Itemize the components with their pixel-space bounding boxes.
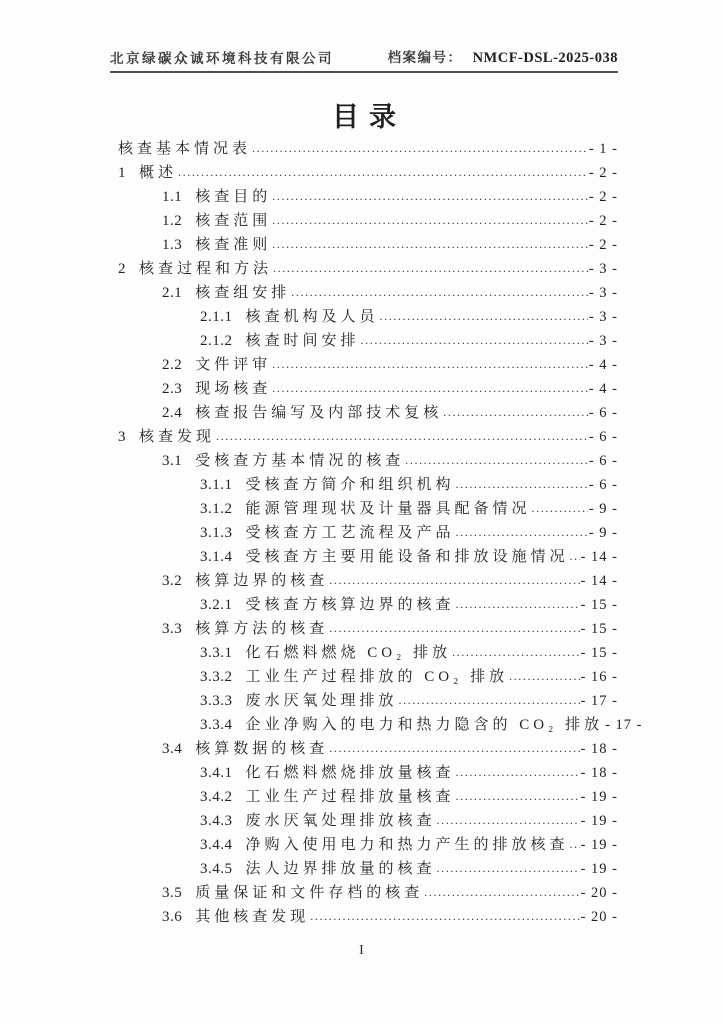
toc-entry-label: 文件评审 [195,357,272,373]
page-header [110,46,618,73]
toc-page-number: - 3 - [588,261,618,277]
toc-leader-dots [456,592,580,616]
toc-leader-dots [216,424,588,448]
toc-entry-label: 核查准则 [195,237,272,253]
toc-page-number: - 2 - [588,189,618,205]
toc-page-number: - 3 - [588,309,618,325]
toc-leader-dots [310,904,579,928]
toc-leader-dots [272,184,588,208]
toc-entry-number: 3.2.1 [200,597,233,613]
toc-entry-number: 3.1.2 [200,501,233,517]
toc-row [110,473,618,497]
toc-entry-label: 化石燃料燃烧排放量核查 [245,765,455,781]
toc-entry-number: 3.4.1 [200,765,233,781]
toc-row [110,545,618,569]
toc-row [110,593,618,617]
toc-page-number: - 2 - [588,237,618,253]
toc-entry-label: 工业生产过程排放的 CO₂ 排放 [245,669,509,685]
toc-entry-label: 核查目的 [195,189,272,205]
toc-entry-number: 3 [118,429,126,445]
toc-leader-dots [570,832,580,856]
archive-number-value: NMCF-DSL-2025-038 [472,50,618,66]
toc-entry-label: 概述 [139,165,178,181]
toc-page-number: - 19 - [580,837,618,853]
toc-entry-number: 1.3 [162,237,183,253]
toc-page-number: - 6 - [588,477,618,493]
toc-page-number: - 1 - [588,141,618,157]
toc-entry-number: 3.3.3 [200,693,233,709]
toc-leader-dots [361,328,588,352]
toc-entry-number: 2.1 [162,285,183,301]
toc-leader-dots [272,376,588,400]
toc-entry-number: 3.6 [162,909,183,925]
toc-entry-number: 1.2 [162,213,183,229]
toc-page-number: - 2 - [588,213,618,229]
toc-leader-dots [456,472,588,496]
toc-entry-label: 受核查方工艺流程及产品 [245,525,455,541]
toc-entry-label: 核算边界的核查 [195,573,329,589]
toc-page-number: - 4 - [588,357,618,373]
toc-row [110,329,618,353]
toc-page-number: - 17 - [580,693,618,709]
toc-page-number: - 16 - [580,669,618,685]
toc-row [110,785,618,809]
toc-leader-dots [405,448,588,472]
toc-entry-number: 2.4 [162,405,183,421]
toc-entry-number: 2.1.1 [200,309,233,325]
toc-entry-number: 1.1 [162,189,183,205]
toc-page-number: - 20 - [580,909,618,925]
toc-page-number: - 19 - [580,789,618,805]
toc-entry-label: 核查范围 [195,213,272,229]
toc-row [110,257,618,281]
toc-page-number: - 9 - [588,501,618,517]
toc-entry-number: 3.4.2 [200,789,233,805]
toc-row [110,833,618,857]
toc-row [110,809,618,833]
toc-entry-label: 现场核查 [195,381,272,397]
toc-leader-dots [443,400,588,424]
toc-page-number: - 19 - [580,813,618,829]
toc-entry-number: 3.4.5 [200,861,233,877]
toc-page-number: - 18 - [580,741,618,757]
toc-leader-dots [291,280,588,304]
toc-leader-dots [452,640,580,664]
toc-entry-number: 2 [118,261,126,277]
toc-entry-number: 3.1.4 [200,549,233,565]
toc-entry-number: 3.1.1 [200,477,233,493]
footer-page-number: I [359,943,364,958]
toc-leader-dots [272,352,588,376]
toc-row [110,209,618,233]
toc-leader-dots [380,304,588,328]
toc-entry-label: 受核查方简介和组织机构 [245,477,455,493]
toc-leader-dots [272,232,588,256]
toc-entry-number: 3.3 [162,621,183,637]
toc-row [110,713,643,737]
toc-entry-label: 化石燃料燃烧 CO₂ 排放 [245,645,452,661]
toc-row [110,689,618,713]
toc-leader-dots [329,736,579,760]
toc-leader-dots [532,496,588,520]
toc-page-number: - 9 - [588,525,618,541]
toc-row [110,161,618,185]
toc-page-number: - 14 - [580,573,618,589]
toc-entry-number: 3.4.4 [200,837,233,853]
toc-entry-number: 3.4.3 [200,813,233,829]
toc-leader-dots [272,208,588,232]
toc-leader-dots [399,688,580,712]
toc-row [110,449,618,473]
toc-leader-dots [456,760,580,784]
toc-row [110,425,618,449]
toc-page-number: - 15 - [580,621,618,637]
toc-row [110,377,618,401]
toc-row [110,665,618,689]
table-of-contents [110,137,643,929]
toc-leader-dots [252,136,588,160]
toc-entry-label: 工业生产过程排放量核查 [245,789,455,805]
toc-page-number: - 18 - [580,765,618,781]
toc-entry-label: 核查发现 [139,429,216,445]
toc-leader-dots [456,784,580,808]
toc-entry-number: 3.1 [162,453,183,469]
toc-entry-number: 2.2 [162,357,183,373]
toc-page-number: - 15 - [580,597,618,613]
toc-leader-dots [329,616,579,640]
archive-number-label: 档案编号： [387,50,463,65]
toc-row [110,137,618,161]
toc-leader-dots [178,160,588,184]
toc-entry-label: 核查组安排 [195,285,291,301]
toc-page-number: - 17 - [605,717,643,733]
toc-entry-label: 核算方法的核查 [195,621,329,637]
toc-leader-dots [570,544,580,568]
toc-entry-label: 废水厌氧处理排放 [245,693,398,709]
toc-entry-label: 核查报告编写及内部技术复核 [195,405,443,421]
toc-entry-label: 受核查方核算边界的核查 [245,597,455,613]
toc-entry-label: 核查机构及人员 [245,309,379,325]
toc-leader-dots [437,856,580,880]
toc-row [110,761,618,785]
toc-row [110,881,618,905]
toc-entry-label: 企业净购入的电力和热力隐含的 CO₂ 排放 [245,717,604,733]
toc-entry-number: 3.3.1 [200,645,233,661]
toc-entry-number: 3.5 [162,885,183,901]
toc-row [110,305,618,329]
toc-entry-label: 核查基本情况表 [118,141,252,157]
toc-page-number: - 6 - [588,453,618,469]
toc-entry-number: 3.3.2 [200,669,233,685]
toc-row [110,497,618,521]
toc-page-number: - 14 - [580,549,618,565]
toc-entry-number: 2.3 [162,381,183,397]
toc-row [110,185,618,209]
toc-row [110,281,618,305]
toc-entry-label: 废水厌氧处理排放核查 [245,813,436,829]
toc-entry-label: 净购入使用电力和热力产生的排放核查 [245,837,569,853]
toc-row [110,905,618,929]
toc-entry-label: 受核查方基本情况的核查 [195,453,405,469]
toc-leader-dots [509,664,580,688]
toc-page-number: - 6 - [588,429,618,445]
toc-entry-label: 质量保证和文件存档的核查 [195,885,424,901]
toc-page-number: - 6 - [588,405,618,421]
toc-row [110,233,618,257]
toc-page-number: - 2 - [588,165,618,181]
toc-page-number: - 3 - [588,333,618,349]
toc-page-number: - 15 - [580,645,618,661]
toc-row [110,737,618,761]
toc-row [110,569,618,593]
toc-entry-number: 2.1.2 [200,333,233,349]
page-title: 目录 [332,102,406,132]
toc-page-number: - 4 - [588,381,618,397]
toc-entry-label: 受核查方主要用能设备和排放设施情况 [245,549,569,565]
toc-entry-label: 法人边界排放量的核查 [245,861,436,877]
toc-leader-dots [329,568,579,592]
toc-entry-number: 3.2 [162,573,183,589]
toc-entry-number: 3.1.3 [200,525,233,541]
toc-leader-dots [437,808,580,832]
toc-page-number: - 19 - [580,861,618,877]
toc-row [110,641,618,665]
toc-leader-dots [456,520,588,544]
toc-leader-dots [273,256,588,280]
toc-row [110,521,618,545]
toc-entry-label: 核查时间安排 [245,333,360,349]
toc-entry-label: 核算数据的核查 [195,741,329,757]
toc-entry-number: 3.4 [162,741,183,757]
toc-row [110,401,618,425]
toc-entry-label: 能源管理现状及计量器具配备情况 [245,501,531,517]
toc-page-number: - 3 - [588,285,618,301]
toc-page-number: - 20 - [580,885,618,901]
archive-number-group [388,46,618,67]
toc-entry-label: 其他核查发现 [195,909,310,925]
toc-row [110,617,618,641]
toc-row [110,353,618,377]
company-name: 北京绿碳众诚环境科技有限公司 [110,51,334,66]
toc-row [110,857,618,881]
toc-entry-number: 1 [118,165,126,181]
toc-leader-dots [424,880,579,904]
toc-entry-label: 核查过程和方法 [139,261,273,277]
toc-entry-number: 3.3.4 [200,717,233,733]
